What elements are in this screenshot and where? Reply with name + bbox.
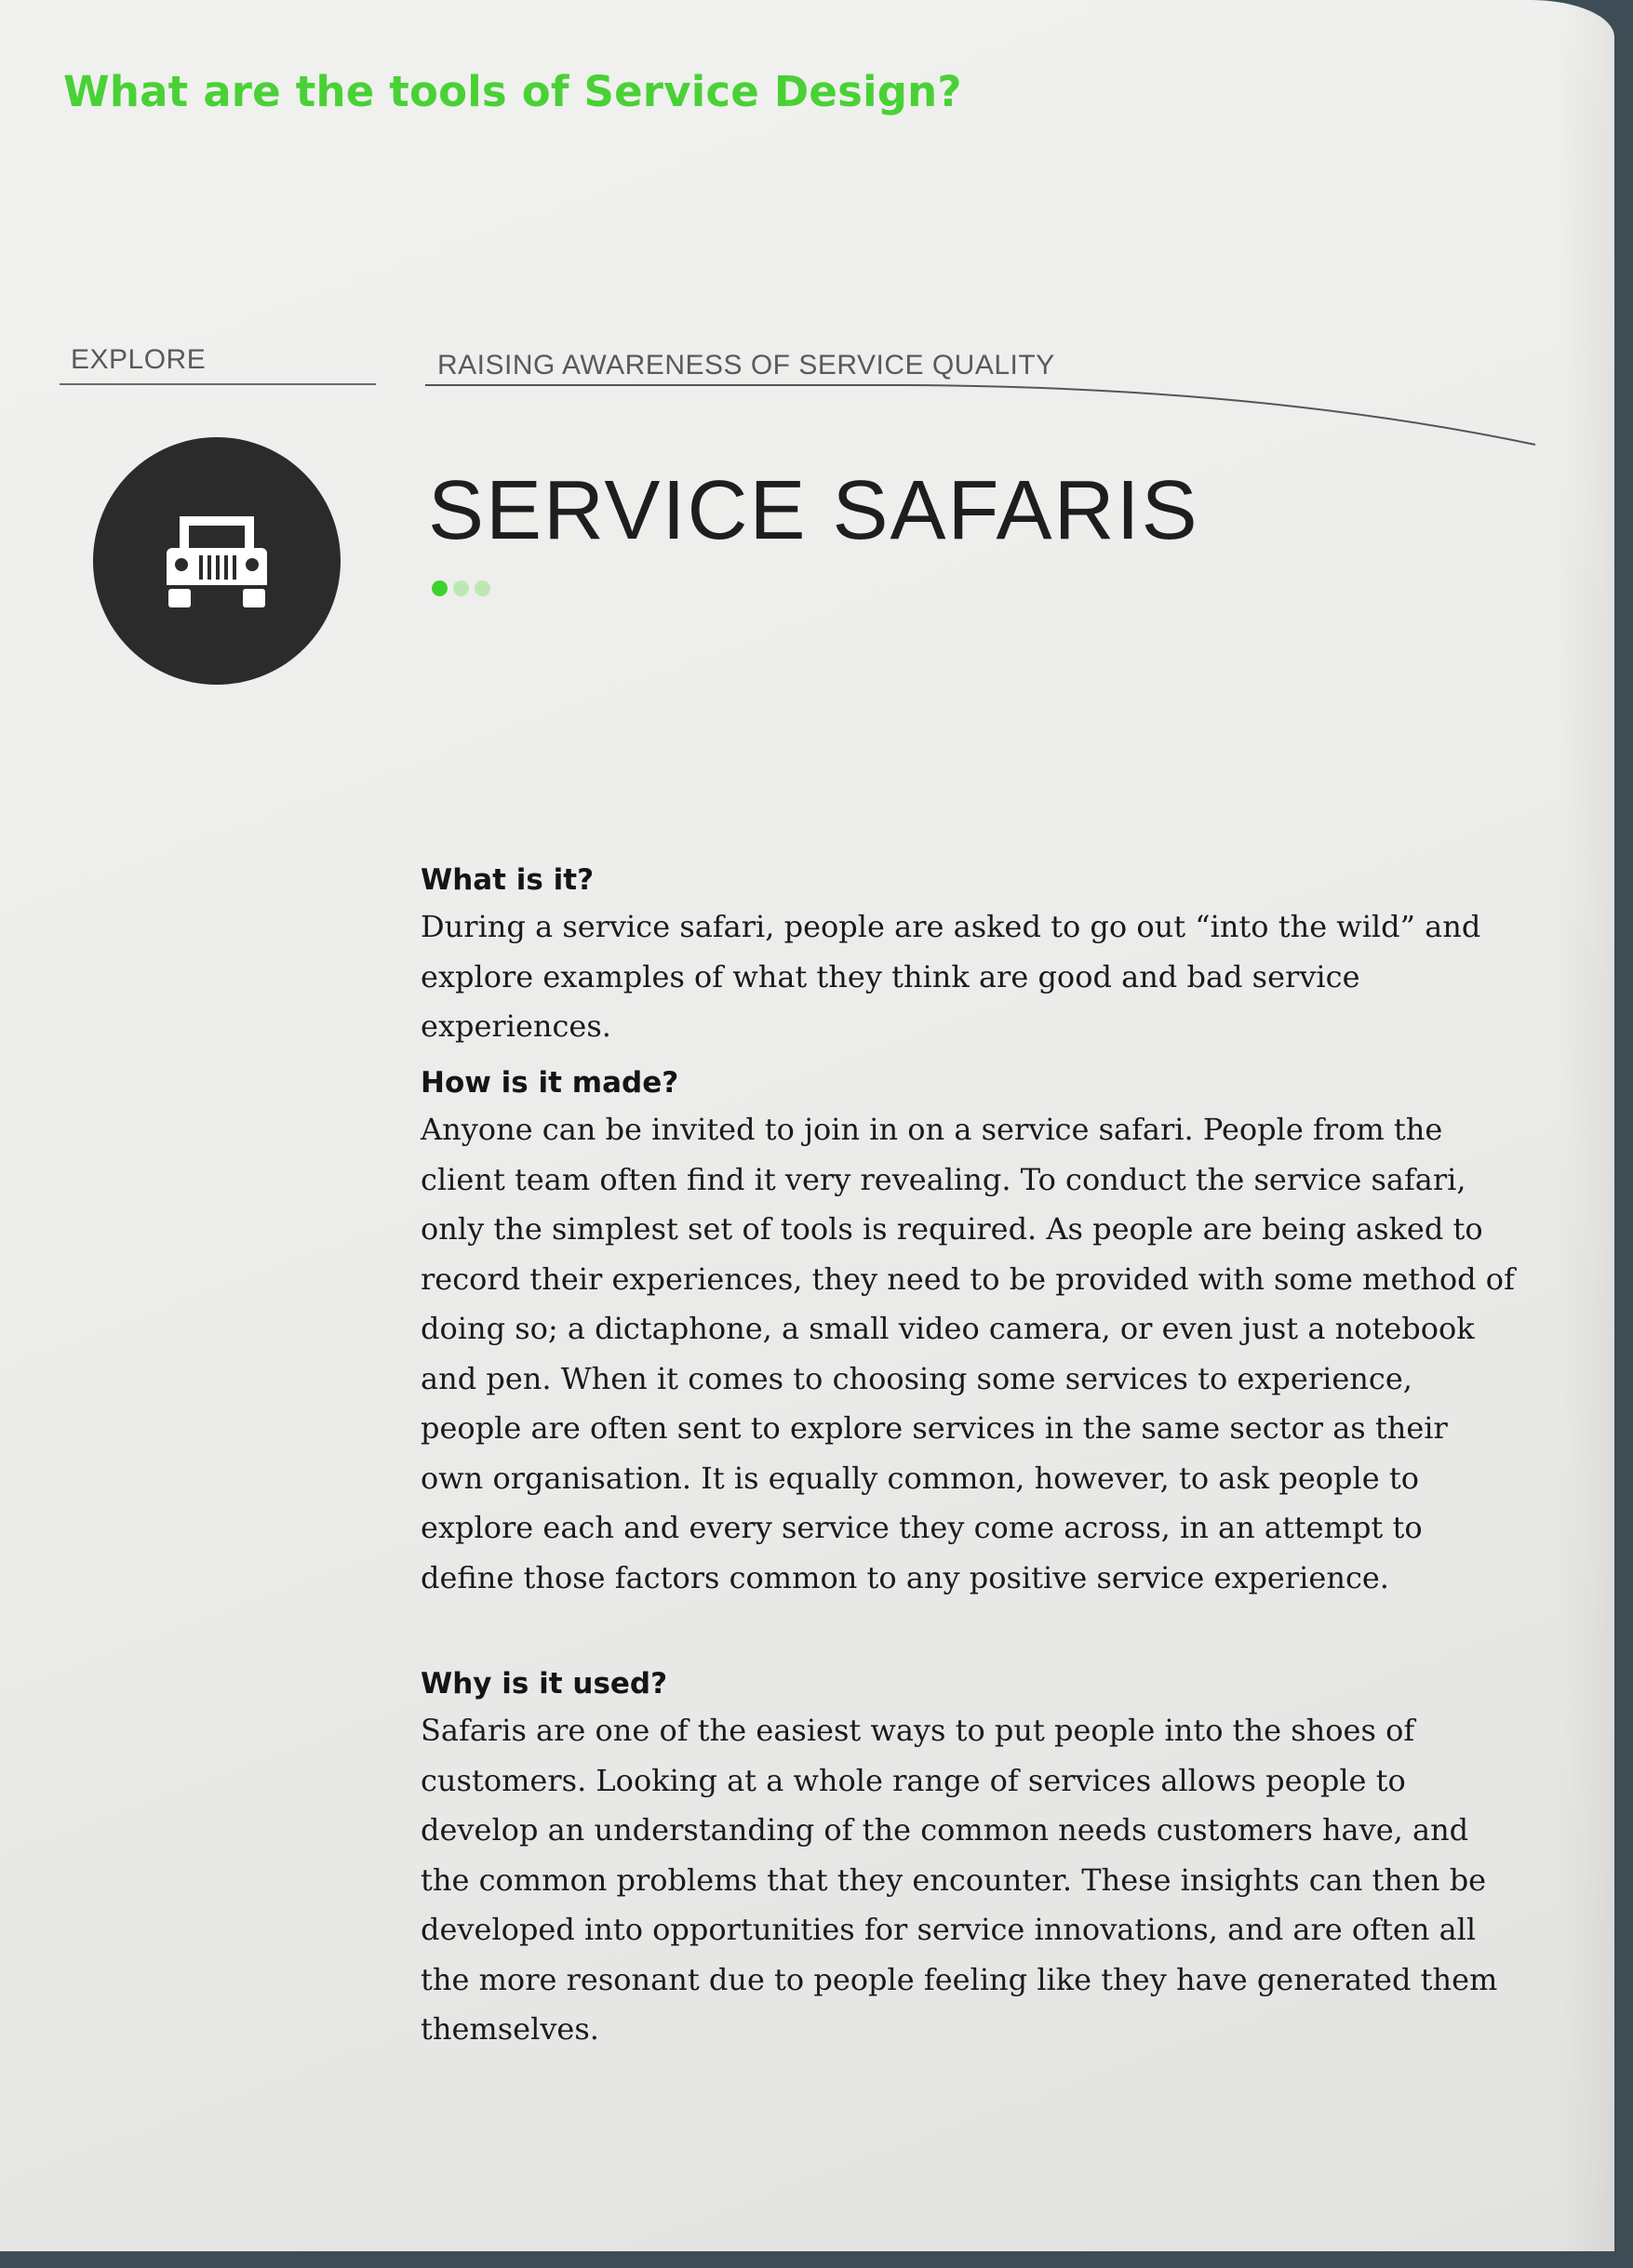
subcategory-label: RAISING AWARENESS OF SERVICE QUALITY xyxy=(437,350,1055,380)
category-label: EXPLORE xyxy=(71,344,207,375)
method-title: SERVICE SAFARIS xyxy=(428,464,1199,557)
section-what-is-it xyxy=(421,863,1519,1052)
section-body: During a service safari, people are asked to go out “into the wild” and explore examples of what they think are good and bad service experiences. xyxy=(421,909,1481,1044)
difficulty-rating xyxy=(432,580,490,596)
section-why-is-it-used xyxy=(421,1667,1519,2055)
jeep-icon xyxy=(161,511,273,613)
rating-dot-empty xyxy=(475,580,490,596)
section-heading: Why is it used? xyxy=(421,1667,668,1701)
section-body: Safaris are one of the easiest ways to put people into the shoes of customers. Looking at a whole range of services allows people to develop an understanding of the common needs customers have, and the common problems that they encounter. These insights can then be developed into opportunities for service innovations, and are often all the more resonant due to people feeling like they have generated them themselves. xyxy=(421,1713,1498,2047)
rating-dot-empty xyxy=(453,580,469,596)
page-title: What are the tools of Service Design? xyxy=(63,67,962,116)
section-heading: How is it made? xyxy=(421,1066,679,1100)
section-heading: What is it? xyxy=(421,863,595,897)
subcategory-divider xyxy=(423,381,1540,447)
method-icon-badge xyxy=(93,437,341,685)
page-edge-shadow xyxy=(1559,0,1614,2251)
rating-dot-filled xyxy=(432,580,448,596)
category-divider xyxy=(60,383,376,385)
section-how-is-it-made xyxy=(421,1066,1519,1603)
section-body: Anyone can be invited to join in on a service safari. People from the client team often find it very revealing. To conduct the service safari, only the simplest set of tools is required. As people are being asked to record their experiences, they need to be provided with some method of doing so; a dictaphone, a small video camera, or even just a notebook and pen. When it comes to choosing some services to experience, people are often sent to explore services in the same sector as their own organisation. It is equally common, however, to ask people to explore each and every service they come across, in an attempt to define those factors common to any positive service experience. xyxy=(421,1112,1515,1595)
